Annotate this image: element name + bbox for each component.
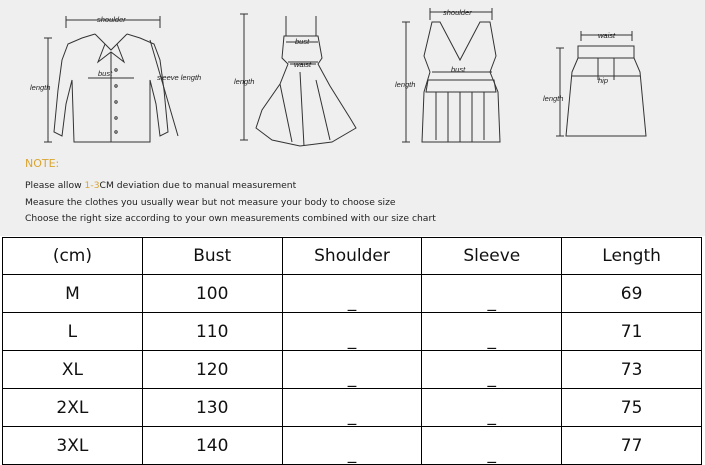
length-cell: 77 <box>562 427 702 465</box>
note-line-choose: Choose the right size according to your own measurements combined with our size chart <box>25 213 436 224</box>
size-cell: L <box>3 313 143 351</box>
table-row <box>3 389 702 427</box>
size-chart-table <box>2 237 702 465</box>
sleeve-cell: _ <box>422 351 562 389</box>
shirt-sleeve-label: sleeve length <box>157 73 202 82</box>
table-row <box>3 427 702 465</box>
length-cell: 71 <box>562 313 702 351</box>
bust-cell: 140 <box>142 427 282 465</box>
table-header-row <box>3 238 702 275</box>
length-cell: 75 <box>562 389 702 427</box>
bust-cell: 120 <box>142 351 282 389</box>
shoulder-cell: _ <box>282 427 422 465</box>
table-row <box>3 275 702 313</box>
skirt-hip-label: hip <box>598 76 609 85</box>
dress-length-label: length <box>234 77 255 86</box>
note-title: NOTE: <box>25 157 60 170</box>
tank-bust-label: bust <box>451 65 466 74</box>
size-cell: M <box>3 275 143 313</box>
tank-length-label: length <box>395 80 416 89</box>
size-cell: 3XL <box>3 427 143 465</box>
shoulder-cell: _ <box>282 313 422 351</box>
shoulder-cell: _ <box>282 275 422 313</box>
table-row <box>3 351 702 389</box>
sleeve-cell: _ <box>422 275 562 313</box>
dress-illustration <box>240 14 356 146</box>
dress-waist-label: waist <box>294 60 312 69</box>
note-line-deviation-highlight: 1-3 <box>84 180 100 191</box>
size-cell: 2XL <box>3 389 143 427</box>
size-cell: XL <box>3 351 143 389</box>
header-length: Length <box>562 238 702 275</box>
table-row <box>3 313 702 351</box>
note-line-measure: Measure the clothes you usually wear but not measure your body to choose size <box>25 197 396 208</box>
tank-illustration <box>402 8 500 142</box>
shoulder-cell: _ <box>282 389 422 427</box>
header-shoulder: Shoulder <box>282 238 422 275</box>
skirt-waist-label: waist <box>598 31 616 40</box>
length-cell: 69 <box>562 275 702 313</box>
shirt-length-label: length <box>30 83 51 92</box>
dress-bust-label: bust <box>295 37 310 46</box>
bust-cell: 110 <box>142 313 282 351</box>
note-line-deviation-before: Please allow <box>25 180 85 191</box>
skirt-length-label: length <box>543 94 564 103</box>
bust-cell: 130 <box>142 389 282 427</box>
note-line-deviation-after: CM deviation due to manual measurement <box>99 180 297 191</box>
shirt-bust-label: bust <box>98 69 113 78</box>
shoulder-cell: _ <box>282 351 422 389</box>
bust-cell: 100 <box>142 275 282 313</box>
sleeve-cell: _ <box>422 313 562 351</box>
header-sleeve: Sleeve <box>422 238 562 275</box>
header-bust: Bust <box>142 238 282 275</box>
sleeve-cell: _ <box>422 389 562 427</box>
sleeve-cell: _ <box>422 427 562 465</box>
shirt-shoulder-label: shoulder <box>97 15 126 24</box>
header-unit: (cm) <box>3 238 143 275</box>
tank-shoulder-label: shoulder <box>443 8 472 17</box>
length-cell: 73 <box>562 351 702 389</box>
note-line-deviation <box>25 180 296 191</box>
